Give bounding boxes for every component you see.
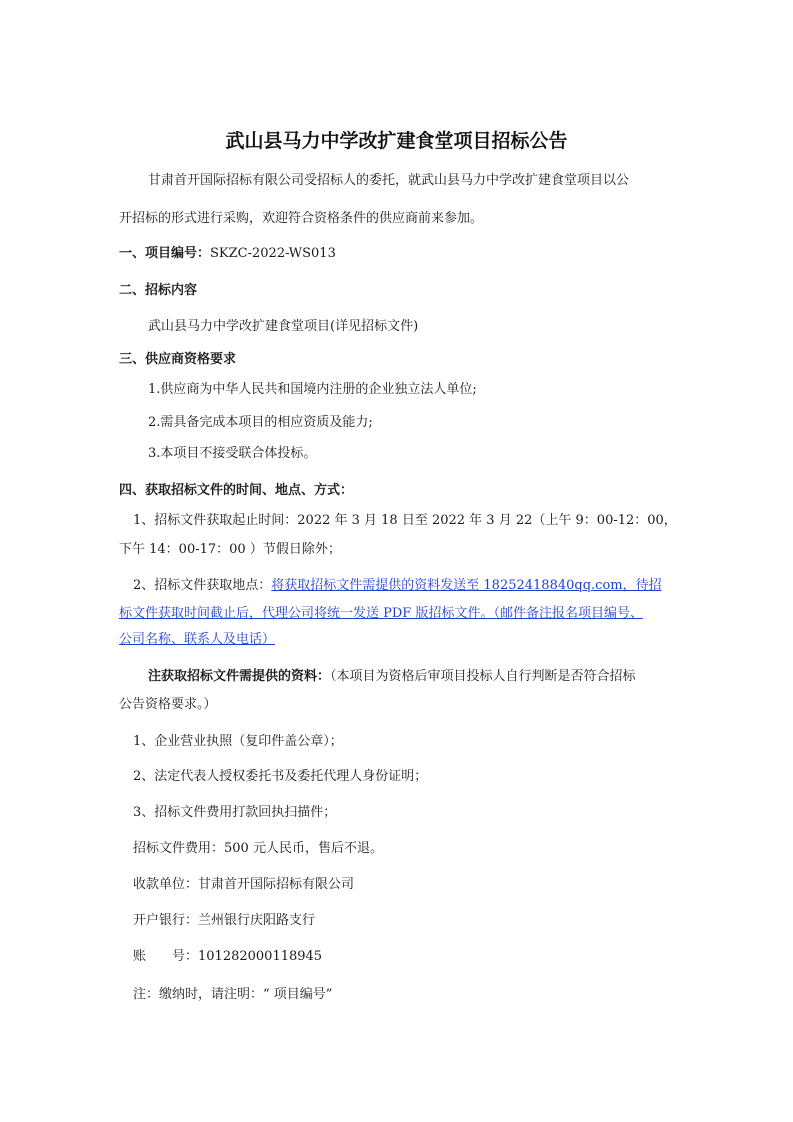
acquisition-place-line-1	[133, 577, 662, 595]
submission-instructions-link-line-2[interactable]: 标文件获取时间截止后，代理公司将统一发送 PDF 版招标文件。（邮件备注报名项目编号、	[119, 606, 643, 621]
section-4-heading: 四、获取招标文件的时间、地点、方式：	[119, 483, 354, 498]
payment-remark: 注：缴纳时，请注明：“ 项目编号”	[133, 987, 333, 1002]
submission-instructions-link[interactable]: 将获取招标文件需提供的资料发送至 18252418840qq.com，待招	[271, 578, 662, 593]
required-materials-label: 注获取招标文件需提供的资料：	[148, 669, 331, 684]
tender-content: 武山县马力中学改扩建食堂项目(详见招标文件)	[148, 319, 419, 334]
intro-line-2: 开招标的形式进行采购，欢迎符合资格条件的供应商前来参加。	[119, 211, 484, 226]
required-materials-text: （本项目为资格后审项目投标人自行判断是否符合招标	[330, 669, 636, 684]
qualification-item: 1.供应商为中华人民共和国境内注册的企业独立法人单位;	[148, 382, 477, 397]
required-materials-text-line-2: 公告资格要求。）	[119, 697, 217, 712]
account-label: 账 号：	[133, 949, 199, 964]
section-project-number	[119, 245, 336, 263]
project-number-value: SKZC-2022-WS013	[210, 246, 336, 261]
required-material-item: 2、法定代表人授权委托书及委托代理人身份证明；	[133, 769, 428, 784]
acquisition-time-line-2: 下午 14：00-17：00 ）节假日除外；	[119, 542, 341, 557]
qualification-item: 2.需具备完成本项目的相应资质及能力;	[148, 415, 373, 430]
account-number	[133, 948, 322, 966]
section-3-heading: 三、供应商资格要求	[119, 352, 237, 367]
acquisition-time-line-1: 1、招标文件获取起止时间：2022 年 3 月 18 日至 2022 年 3 月 22（上午 9：00-12：00，	[133, 513, 677, 528]
submission-instructions-link-line-3[interactable]: 公司名称、联系人及电话）	[119, 632, 276, 647]
required-material-item: 3、招标文件费用打款回执扫描件；	[133, 805, 337, 820]
section-1-label: 一、项目编号：	[119, 246, 211, 261]
section-2-heading: 二、招标内容	[119, 283, 198, 298]
payee: 收款单位：甘肃首开国际招标有限公司	[133, 877, 355, 892]
bank: 开户银行：兰州银行庆阳路支行	[133, 913, 316, 928]
qualification-item: 3.本项目不接受联合体投标。	[148, 446, 317, 461]
acquisition-place-label: 2、招标文件获取地点：	[133, 578, 272, 593]
document-fee: 招标文件费用：500 元人民币，售后不退。	[133, 841, 383, 856]
required-material-item: 1、企业营业执照（复印件盖公章）；	[133, 734, 343, 749]
account-value: 101282000118945	[198, 949, 323, 964]
page-title: 武山县马力中学改扩建食堂项目招标公告	[225, 130, 568, 152]
intro-line-1: 甘肃首开国际招标有限公司受招标人的委托，就武山县马力中学改扩建食堂项目以公	[148, 173, 630, 188]
required-materials-note	[148, 668, 636, 686]
